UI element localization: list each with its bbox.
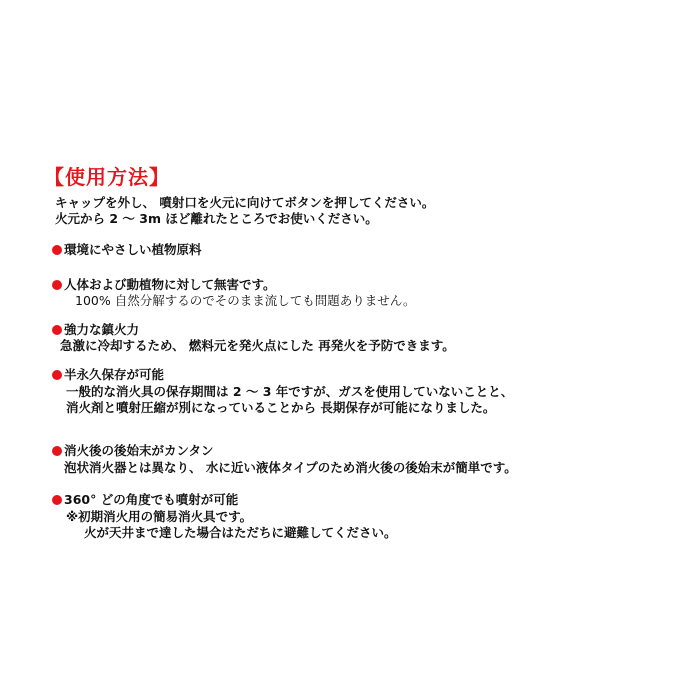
section-title-text: 半永久保存が可能 [64,367,165,382]
section-harmless-title [52,277,276,293]
section-title-text: 人体および動植物に対して無害です。 [64,277,276,292]
bullet-icon [52,325,62,335]
section-angle-line-2: 火が天井まで達した場合はただちに避難してください。 [84,525,397,540]
bullet-icon [52,245,62,255]
usage-heading: 【使用方法】 [44,165,170,189]
section-title-text: 360° どの角度でも噴射が可能 [64,492,239,507]
section-cleanup-title [52,443,214,459]
section-storage-line-2: 消火剤と噴射圧縮が別になっていることから 長期保存が可能になりました。 [66,400,496,415]
intro-line-2: 火元から 2 ～ 3m ほど離れたところでお使いください。 [55,211,378,226]
bullet-icon [52,370,62,380]
section-angle-line-1: ※初期消火用の簡易消火具です。 [66,509,253,524]
section-title-text: 強力な鎮火力 [64,322,140,337]
bullet-icon [52,495,62,505]
section-storage-line-1: 一般的な消火具の保存期間は 2 ～ 3 年ですが、ガスを使用していないことと、 [66,384,514,399]
section-title-text: 環境にやさしい植物原料 [64,242,202,257]
bullet-icon [52,446,62,456]
section-title-text: 消火後の後始末がカンタン [64,443,214,458]
section-extinguish-title [52,322,139,338]
bullet-icon [52,280,62,290]
intro-line-1: キャップを外し、 噴射口を火元に向けてボタンを押してください。 [55,195,435,210]
section-storage-title [52,367,164,383]
section-harmless-line-1: 100% 自然分解するのでそのまま流しても問題ありません。 [75,293,416,308]
section-environment-title [52,242,202,258]
section-extinguish-line-1: 急激に冷却するため、 燃料元を発火点にした 再発火を予防できます。 [60,338,455,353]
section-angle-title [52,492,238,508]
section-cleanup-line-1: 泡状消火器とは異なり、 水に近い液体タイプのため消火後の後始末が簡単です。 [64,460,517,475]
